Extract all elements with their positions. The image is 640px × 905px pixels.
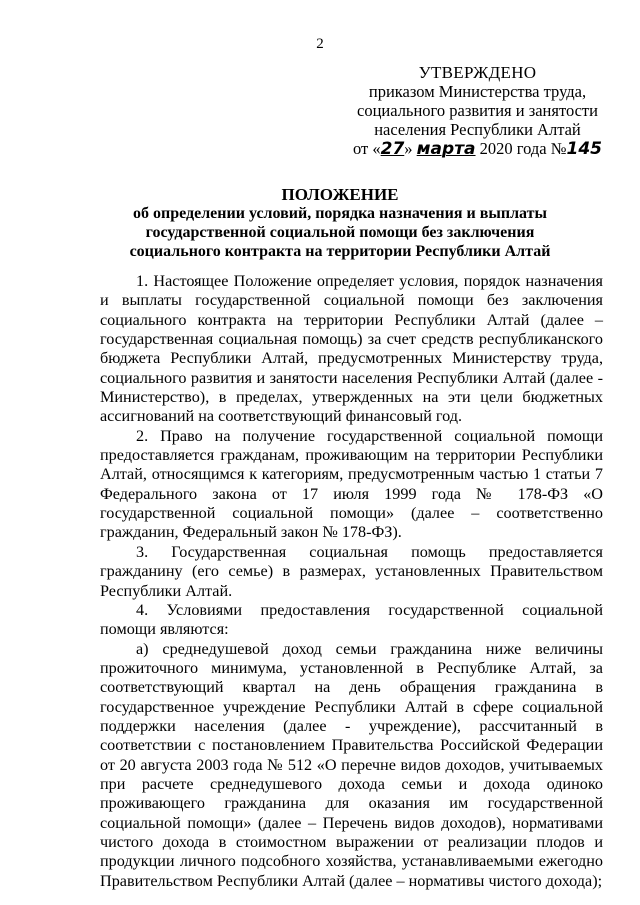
page-number: 2: [316, 36, 324, 52]
approval-line-1: приказом Министерства труда,: [368, 82, 587, 101]
approval-day-suffix: »: [404, 139, 413, 158]
paragraph-4a: а) среднедушевой доход семьи гражданина ниже величины прожиточного минимума, установленной в Республике Алтай, за соответствующий квартал на день обращения гражданина в государственное учреждение Республики Алтай в сфере социальной поддержки населения (далее - учреждение), рассчитанный в соответствии с постановлением Правительства Российской Федерации от 20 августа 2003 года № 512 «О перечне видов доходов, учитываемых при расчете среднедушевого дохода семьи и дохода одиноко проживающего гражданина для оказания им государственной социальной помощи» (далее – Перечень видов доходов), нормативами чистого дохода в стоимостном выражении от реализации плодов и продукции личного подсобного хозяйства, устанавливаемыми ежегодно Правительством Республики Алтай (далее – нормативы чистого дохода);: [100, 639, 603, 890]
approval-line-3: населения Республики Алтай: [374, 120, 581, 139]
approval-date-line: [350, 139, 605, 159]
approval-block: [350, 63, 605, 159]
approval-date-prefix: от «: [352, 139, 381, 158]
document-body: [100, 272, 603, 891]
handwritten-order-number: 145: [566, 139, 602, 159]
approval-year-text: 2020 года №: [479, 139, 567, 158]
handwritten-month: марта: [416, 139, 476, 159]
paragraph-4: 4. Условиями предоставления государственной социальной помощи являются:: [100, 600, 603, 639]
approval-heading: УТВЕРЖДЕНО: [418, 63, 537, 82]
title-subtitle: об определении условий, порядка назначения и выплаты государственной социальной помощи без заключения социального контракта на территории Республики Алтай: [129, 205, 551, 260]
title-main: ПОЛОЖЕНИЕ: [281, 185, 399, 204]
handwritten-day: 27: [380, 139, 405, 159]
paragraph-1: 1. Настоящее Положение определяет условия, порядок назначения и выплаты государственной социальной помощи без заключения социального контракта на территории Республики Алтай (далее – государственная социальная помощь) за счет средств республиканского бюджета Республики Алтай, предусмотренных Министерству труда, социального развития и занятости населения Республики Алтай (далее - Министерство), в пределах, утвержденных на эти цели бюджетных ассигнований на соответствующий финансовый год.: [100, 272, 603, 426]
paragraph-2: 2. Право на получение государственной социальной помощи предоставляется гражданам, проживающим на территории Республики Алтай, относящимся к категориям, предусмотренным частью 1 статьи 7 Федерального закона от 17 июля 1999 года № 178-ФЗ «О государственной социальной помощи» (далее – соответственно гражданин, Федеральный закон № 178-ФЗ).: [100, 426, 603, 542]
approval-line-2: социального развития и занятости: [357, 101, 598, 120]
document-title: [100, 185, 580, 261]
paragraph-3: 3. Государственная социальная помощь предоставляется гражданину (его семье) в размерах, установленных Правительством Республики Алтай.: [100, 542, 603, 600]
